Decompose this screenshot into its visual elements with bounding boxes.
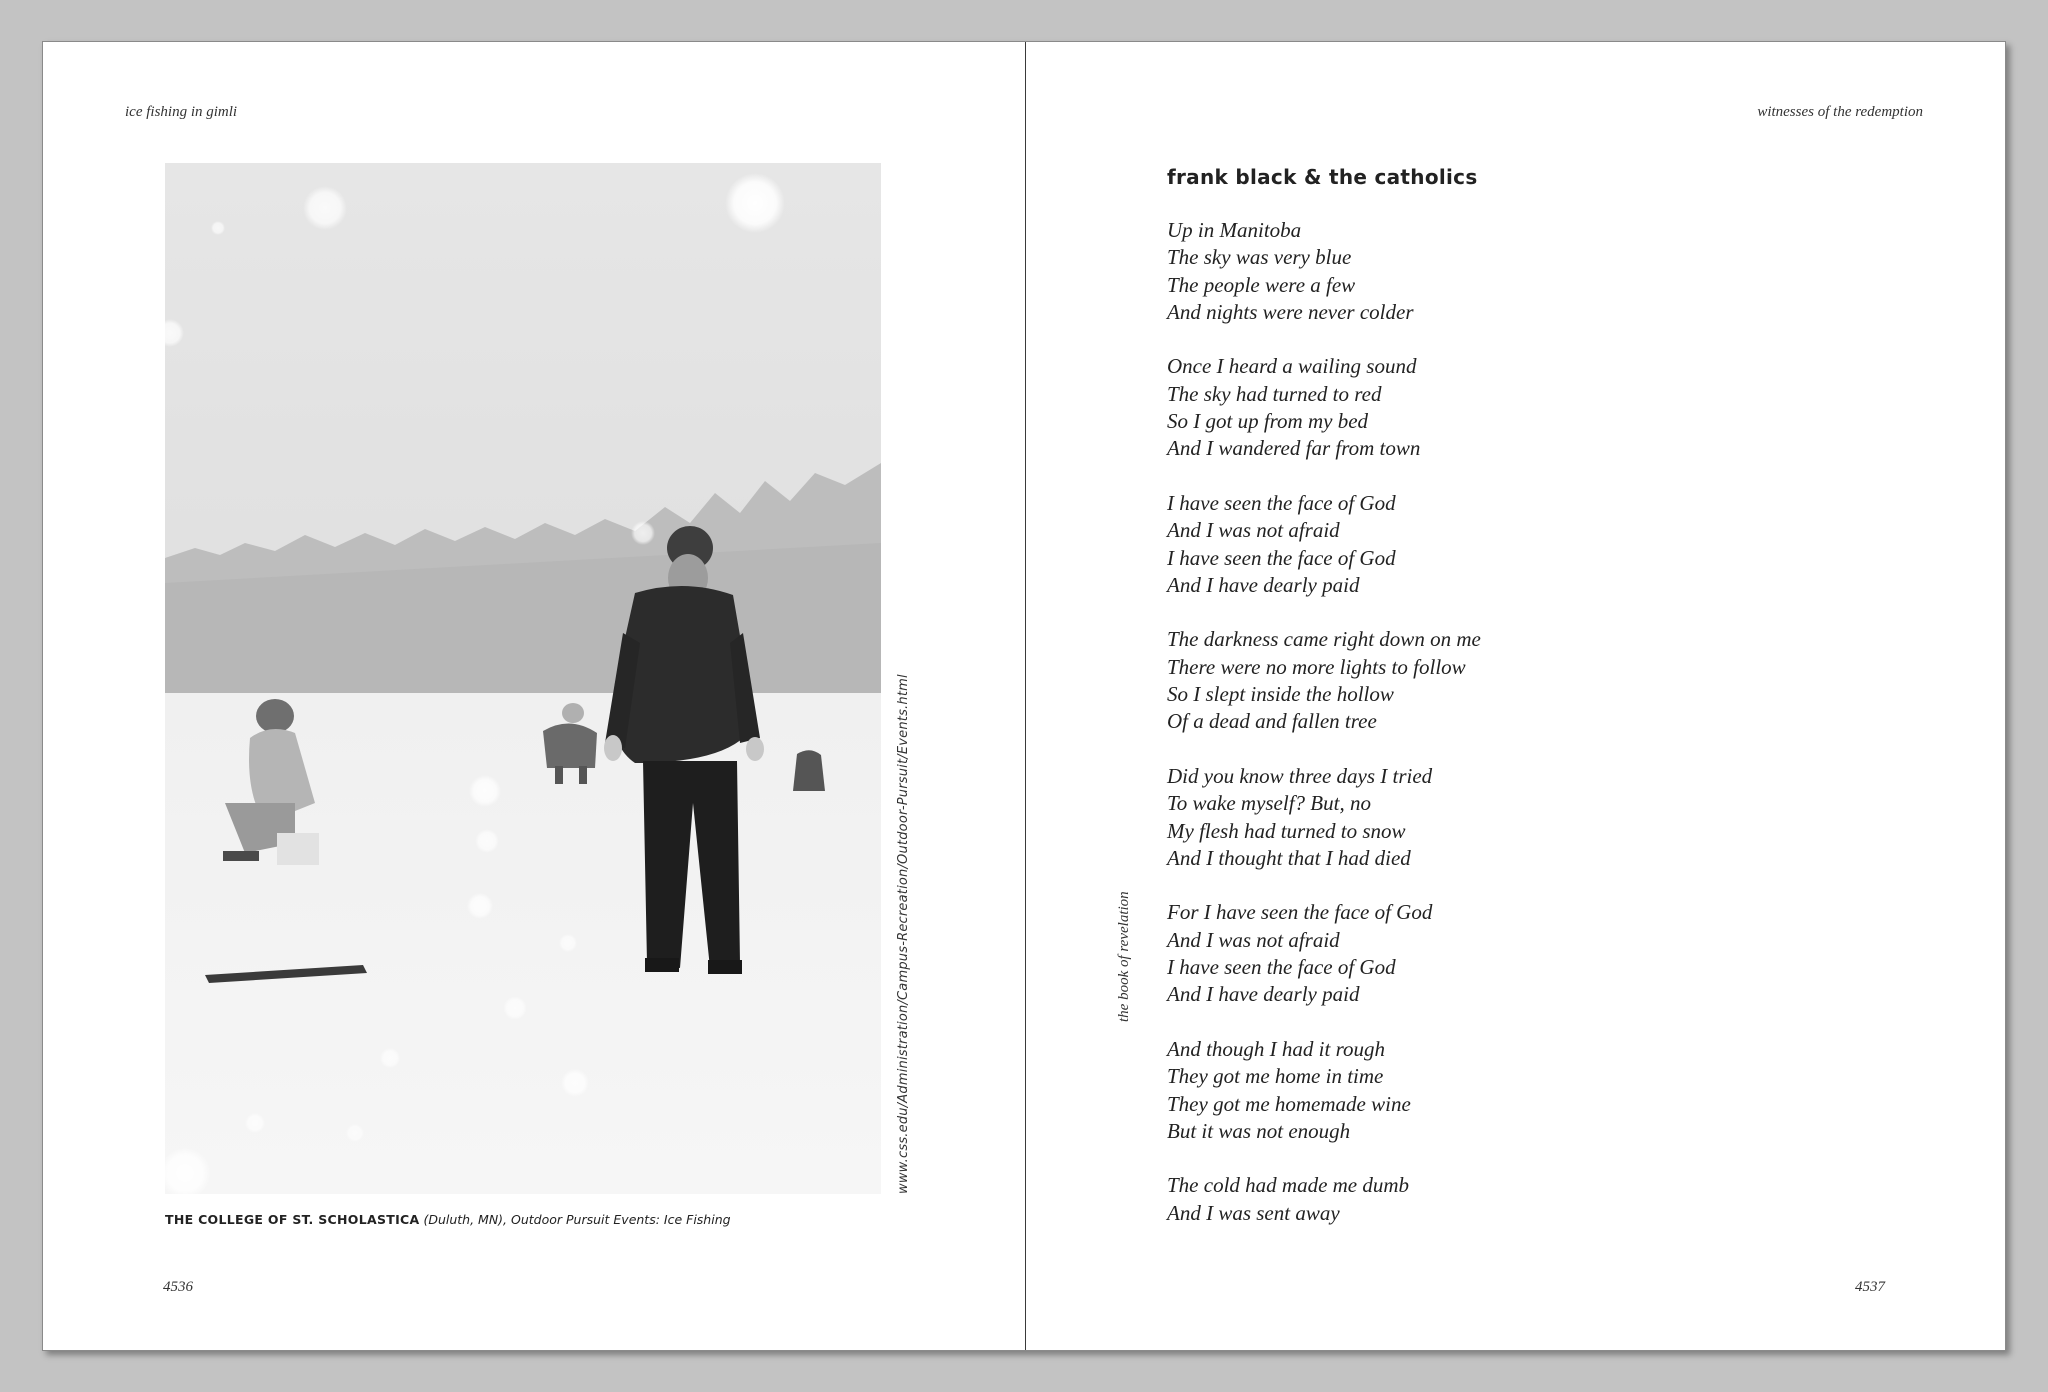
lyric-line: So I slept inside the hollow — [1167, 682, 1394, 707]
caption-institution: THE COLLEGE OF ST. SCHOLASTICA — [165, 1212, 420, 1227]
lyric-line: The darkness came right down on me — [1167, 627, 1481, 652]
lyric-line: They got me home in time — [1167, 1064, 1384, 1089]
page-number-right: 4537 — [1855, 1279, 1885, 1295]
song-lyrics — [1167, 217, 1481, 1254]
lyric-line: The sky was very blue — [1167, 245, 1352, 270]
lyric-line: The people were a few — [1167, 272, 1356, 297]
lyric-stanza — [1167, 217, 1481, 326]
lyric-line: And I was sent away — [1167, 1200, 1340, 1225]
lyric-line: And I have dearly paid — [1167, 982, 1360, 1007]
lyric-stanza — [1167, 1172, 1481, 1227]
lyric-line: The sky had turned to red — [1167, 381, 1382, 406]
lyric-line: And though I had it rough — [1167, 1036, 1385, 1061]
lyric-line: To wake myself? But, no — [1167, 791, 1371, 816]
lyric-line: So I got up from my bed — [1167, 409, 1369, 434]
book-spread — [42, 41, 2006, 1351]
lyric-line: For I have seen the face of God — [1167, 900, 1433, 925]
running-head-right: witnesses of the redemption — [1757, 104, 1923, 120]
lyric-line: I have seen the face of God — [1167, 545, 1396, 570]
lyric-line: And I was not afraid — [1167, 518, 1340, 543]
lyric-line: And nights were never colder — [1167, 299, 1414, 324]
photo-source-url: www.css.edu/Administration/Campus-Recreation/Outdoor-Pursuit/Events.html — [896, 674, 911, 1194]
lyric-line: And I wandered far from town — [1167, 436, 1421, 461]
lyric-line: And I thought that I had died — [1167, 845, 1411, 870]
lyric-line: Of a dead and fallen tree — [1167, 709, 1377, 734]
page-number-left: 4536 — [163, 1279, 193, 1295]
lyric-stanza — [1167, 899, 1481, 1008]
lyric-line: Did you know three days I tried — [1167, 763, 1433, 788]
page-gutter — [1025, 42, 1026, 1350]
lyric-line: Once I heard a wailing sound — [1167, 354, 1417, 379]
lyric-line: There were no more lights to follow — [1167, 654, 1466, 679]
lyric-line: Up in Manitoba — [1167, 218, 1302, 242]
lyric-line: And I was not afraid — [1167, 927, 1340, 952]
lyric-line: I have seen the face of God — [1167, 955, 1396, 980]
lyric-line: My flesh had turned to snow — [1167, 818, 1406, 843]
lyric-stanza — [1167, 763, 1481, 872]
photo-caption — [165, 1212, 731, 1227]
lyric-line: And I have dearly paid — [1167, 572, 1360, 597]
caption-description: (Duluth, MN), Outdoor Pursuit Events: Ice Fishing — [419, 1212, 731, 1227]
lyric-line: They got me homemade wine — [1167, 1091, 1411, 1116]
lyric-stanza — [1167, 626, 1481, 735]
lyric-line: But it was not enough — [1167, 1118, 1351, 1143]
lyric-line: The cold had made me dumb — [1167, 1173, 1410, 1198]
lyric-stanza — [1167, 353, 1481, 462]
lyric-stanza — [1167, 1036, 1481, 1145]
running-head-left: ice fishing in gimli — [125, 104, 238, 120]
lyric-line: I have seen the face of God — [1167, 490, 1396, 515]
song-title: frank black & the catholics — [1167, 165, 1478, 189]
section-label: the book of revelation — [1116, 891, 1132, 1022]
ice-fishing-photo — [165, 163, 881, 1194]
lyric-stanza — [1167, 490, 1481, 599]
